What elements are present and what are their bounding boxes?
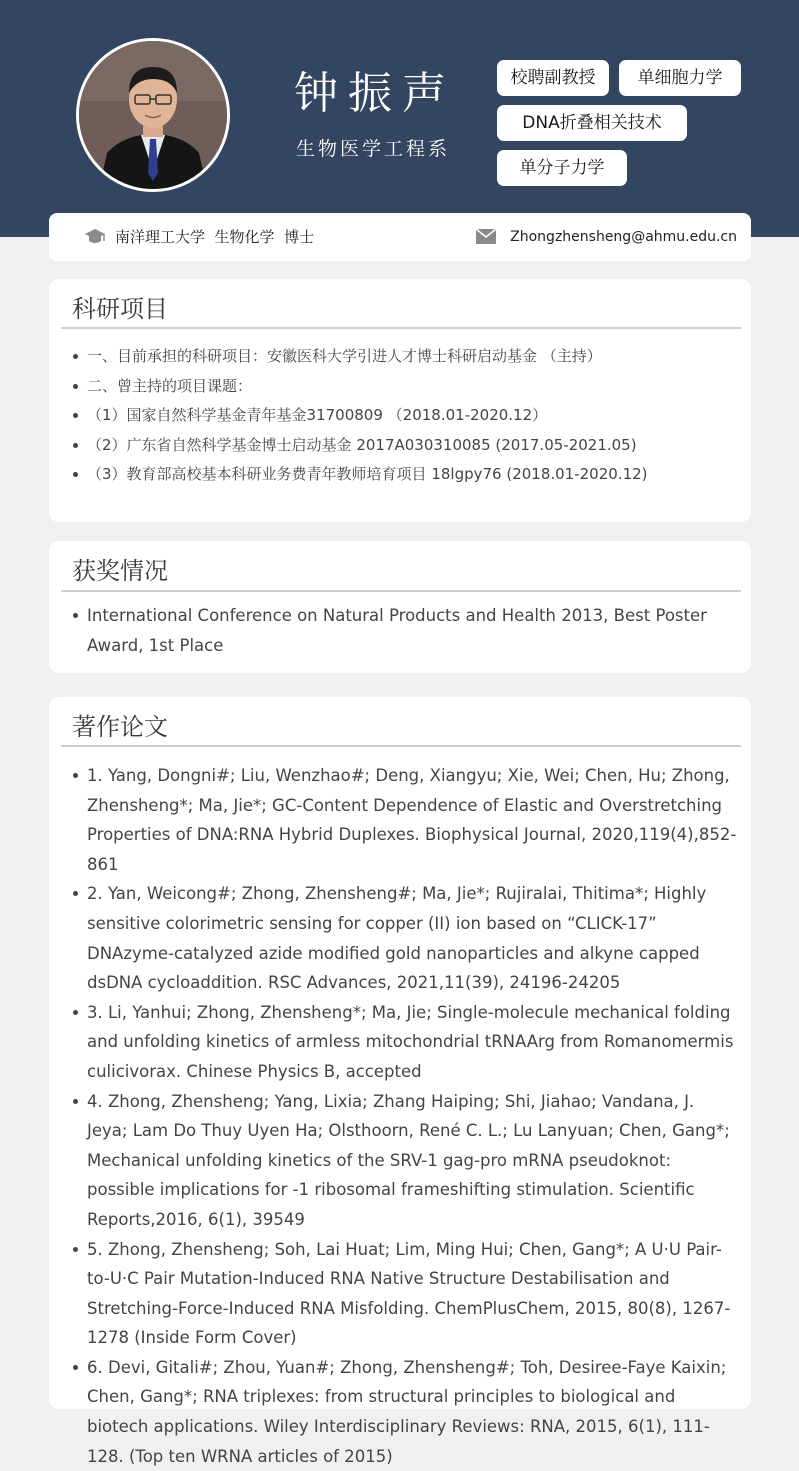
award-item: International Conference on Natural Products and Health 2013, Best Poster Award, 1st Place <box>87 601 739 660</box>
awards-card <box>49 541 751 673</box>
project-item: （2）广东省自然科学基金博士启动基金 2017A030310085 (2017.05-2021.05) <box>87 431 739 461</box>
section-divider <box>61 745 741 747</box>
portrait-image <box>79 41 227 189</box>
tag-research-cell-mechanics: 单细胞力学 <box>619 60 741 96</box>
publication-item: 1. Yang, Dongni#; Liu, Wenzhao#; Deng, Xiangyu; Xie, Wei; Chen, Hu; Zhong, Zhensheng*; Ma, Jie*; GC-Content Dependence of Elastic and Overstretching Properties of DNA:RNA Hybrid Duplexes. Biophysical Journal, 2020,119(4),852-861 <box>87 761 739 879</box>
publications-list <box>87 761 739 1471</box>
publications-card <box>49 697 751 1466</box>
section-title-projects: 科研项目 <box>72 295 168 323</box>
section-divider <box>61 327 741 329</box>
section-divider <box>61 590 741 592</box>
project-item: 一、目前承担的科研项目：安徽医科大学引进人才博士科研启动基金 （主持） <box>87 342 739 372</box>
profile-photo <box>76 38 230 192</box>
awards-list <box>87 601 739 660</box>
project-item: 二、曾主持的项目课题： <box>87 372 739 402</box>
section-title-awards: 获奖情况 <box>72 557 168 585</box>
projects-list <box>87 342 739 490</box>
project-item: （1）国家自然科学基金青年基金31700809 （2018.01-2020.12） <box>87 401 739 431</box>
publication-item: 6. Devi, Gitali#; Zhou, Yuan#; Zhong, Zhensheng#; Toh, Desiree-Faye Kaixin; Chen, Gang*; RNA triplexes: from structural principles to biological and biotech applications. Wiley Interdisciplinary Reviews: RNA, 2015, 6(1), 111-128. (Top ten WRNA articles of 2015) <box>87 1353 739 1471</box>
education-info: 南洋理工大学 生物化学 博士 <box>115 228 315 246</box>
publication-item: 5. Zhong, Zhensheng; Soh, Lai Huat; Lim, Ming Hui; Chen, Gang*; A U·U Pair-to-U·C Pair Mutation-Induced RNA Native Structure Destabilisation and Stretching-Force-Induced RNA Misfolding. ChemPlusChem, 2015, 80(8), 1267-1278 (Inside Form Cover) <box>87 1235 739 1353</box>
section-title-publications: 著作论文 <box>72 713 168 741</box>
department: 生物医学工程系 <box>296 138 451 160</box>
publication-item: 2. Yan, Weicong#; Zhong, Zhensheng#; Ma, Jie*; Rujiralai, Thitima*; Highly sensitive colorimetric sensing for copper (II) ion based on “CLICK-17” DNAzyme-catalyzed azide modified gold nanoparticles and alkyne capped dsDNA cycloaddition. RSC Advances, 2021,11(39), 24196-24205 <box>87 879 739 997</box>
email-link[interactable]: Zhongzhensheng@ahmu.edu.cn <box>510 229 737 245</box>
tag-title: 校聘副教授 <box>497 60 609 96</box>
publication-item: 3. Li, Yanhui; Zhong, Zhensheng*; Ma, Jie; Single-molecule mechanical folding and unfolding kinetics of armless mitochondrial tRNAArg from Romanomermis culicivorax. Chinese Physics B, accepted <box>87 998 739 1087</box>
graduation-cap-icon <box>84 227 106 251</box>
contact-bar <box>49 213 751 261</box>
person-name: 钟振声 <box>294 68 456 119</box>
research-projects-card <box>49 279 751 522</box>
tag-research-single-molecule: 单分子力学 <box>497 150 627 186</box>
publication-item: 4. Zhong, Zhensheng; Yang, Lixia; Zhang Haiping; Shi, Jiahao; Vandana, J. Jeya; Lam Do Thuy Uyen Ha; Olsthoorn, René C. L.; Lu Lanyuan; Chen, Gang*; Mechanical unfolding kinetics of the SRV-1 gag-pro mRNA pseudoknot: possible implications for -1 ribosomal frameshifting stimulation. Scientific Reports,2016, 6(1), 39549 <box>87 1087 739 1235</box>
project-item: （3）教育部高校基本科研业务费青年教师培育项目 18lgpy76 (2018.01-2020.12) <box>87 460 739 490</box>
tag-research-dna-folding: DNA折叠相关技术 <box>497 105 687 141</box>
envelope-icon <box>476 229 496 248</box>
